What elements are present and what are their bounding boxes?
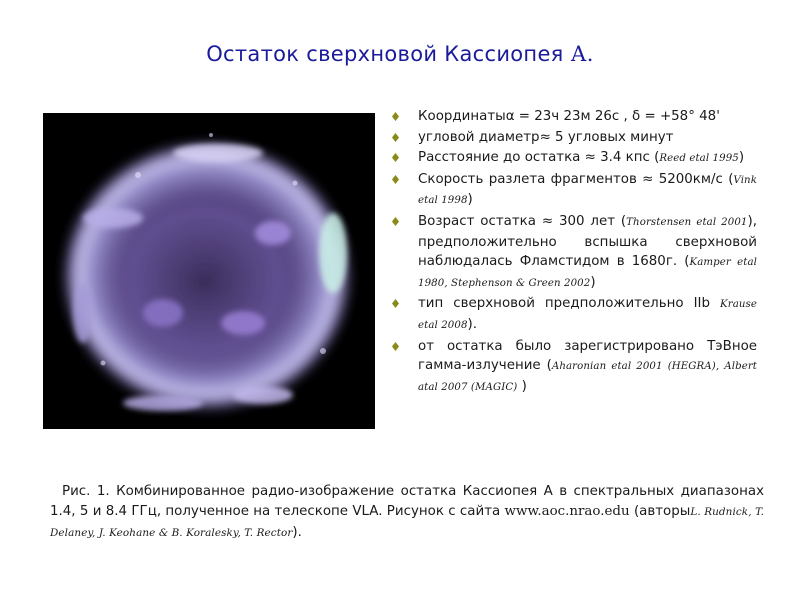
title-letter: А. [570, 42, 594, 66]
remnant-graphic [43, 113, 375, 429]
diamond-bullet-icon [392, 175, 399, 184]
caption-authors: L. Rudnick, T. Delaney, J. Keohane & B. Koralesky, T. Rector [50, 505, 764, 539]
supernova-remnant-image [43, 113, 375, 429]
fact-reference: Thorstensen etal 2001 [626, 216, 748, 228]
fact-text: ), предположительно вспышка сверхновой наблюдалась Фламстидом в 1680г. ( [418, 213, 757, 270]
diamond-bullet-icon [392, 217, 399, 226]
fact-text: ) [467, 192, 473, 208]
fact-text: Расстояние до остатка ≈ 3.4 кпс ( [418, 150, 660, 166]
fact-item [392, 337, 757, 398]
fact-reference: Kamper etal 1980, Stephenson & Green 2002 [418, 257, 758, 289]
fact-reference: Krause etal 2008 [418, 299, 757, 331]
fact-reference: Reed etal 1995 [659, 153, 739, 165]
caption-authors-suffix: ). [292, 524, 302, 540]
diamond-bullet-icon [392, 299, 399, 308]
fact-reference: Vink etal 1998 [418, 174, 757, 207]
fact-text: ≈ 5 угловых минут [539, 129, 674, 145]
fact-text: ) [517, 378, 527, 394]
diamond-bullet-icon [392, 342, 399, 351]
diamond-bullet-icon [392, 153, 399, 162]
fact-text: Скорость разлета фрагментов ≈ 5200км/с ( [418, 171, 734, 187]
fact-item [392, 170, 757, 211]
fact-reference: Aharonian etal 2001 (HEGRA), Albert atal 2007 (MAGIC) [418, 361, 757, 393]
diamond-bullet-icon [392, 133, 399, 142]
figure-caption [50, 482, 764, 543]
fact-item [392, 107, 757, 127]
fact-text: тип сверхновой предположительно IIb [418, 296, 721, 312]
fact-text: Координаты [418, 109, 506, 124]
title-text: Остаток сверхновой Кассиопея [206, 42, 571, 66]
fact-item [392, 294, 757, 335]
caption-text: Рис. 1. Комбинированное радио-изображение остатка Кассиопея А в спектральных диапазонах 1.4, 5 и 8.4 ГГц, полученное на телескопе VLA. Рисунок с сайта [50, 484, 764, 519]
facts-list [392, 107, 757, 398]
fact-item [392, 148, 757, 169]
fact-item [392, 212, 757, 293]
fact-item [392, 128, 757, 148]
slide-title [0, 42, 800, 66]
diamond-bullet-icon [392, 112, 399, 121]
fact-text: ) [590, 274, 596, 290]
fact-text: ). [467, 316, 478, 332]
fact-text: от остатка было зарегистрировано ТэВное гамма-излучение ( [418, 338, 757, 374]
caption-url: www.aoc.nrao.edu [504, 503, 630, 519]
caption-authors-prefix: (авторы [629, 503, 691, 519]
fact-text: ) [738, 150, 745, 166]
fact-text: Возраст остатка ≈ 300 лет ( [418, 213, 627, 229]
fact-text: угловой диаметр [418, 129, 540, 145]
fact-text: α = 23ч 23м 26с , δ = +58° 48' [505, 109, 720, 124]
